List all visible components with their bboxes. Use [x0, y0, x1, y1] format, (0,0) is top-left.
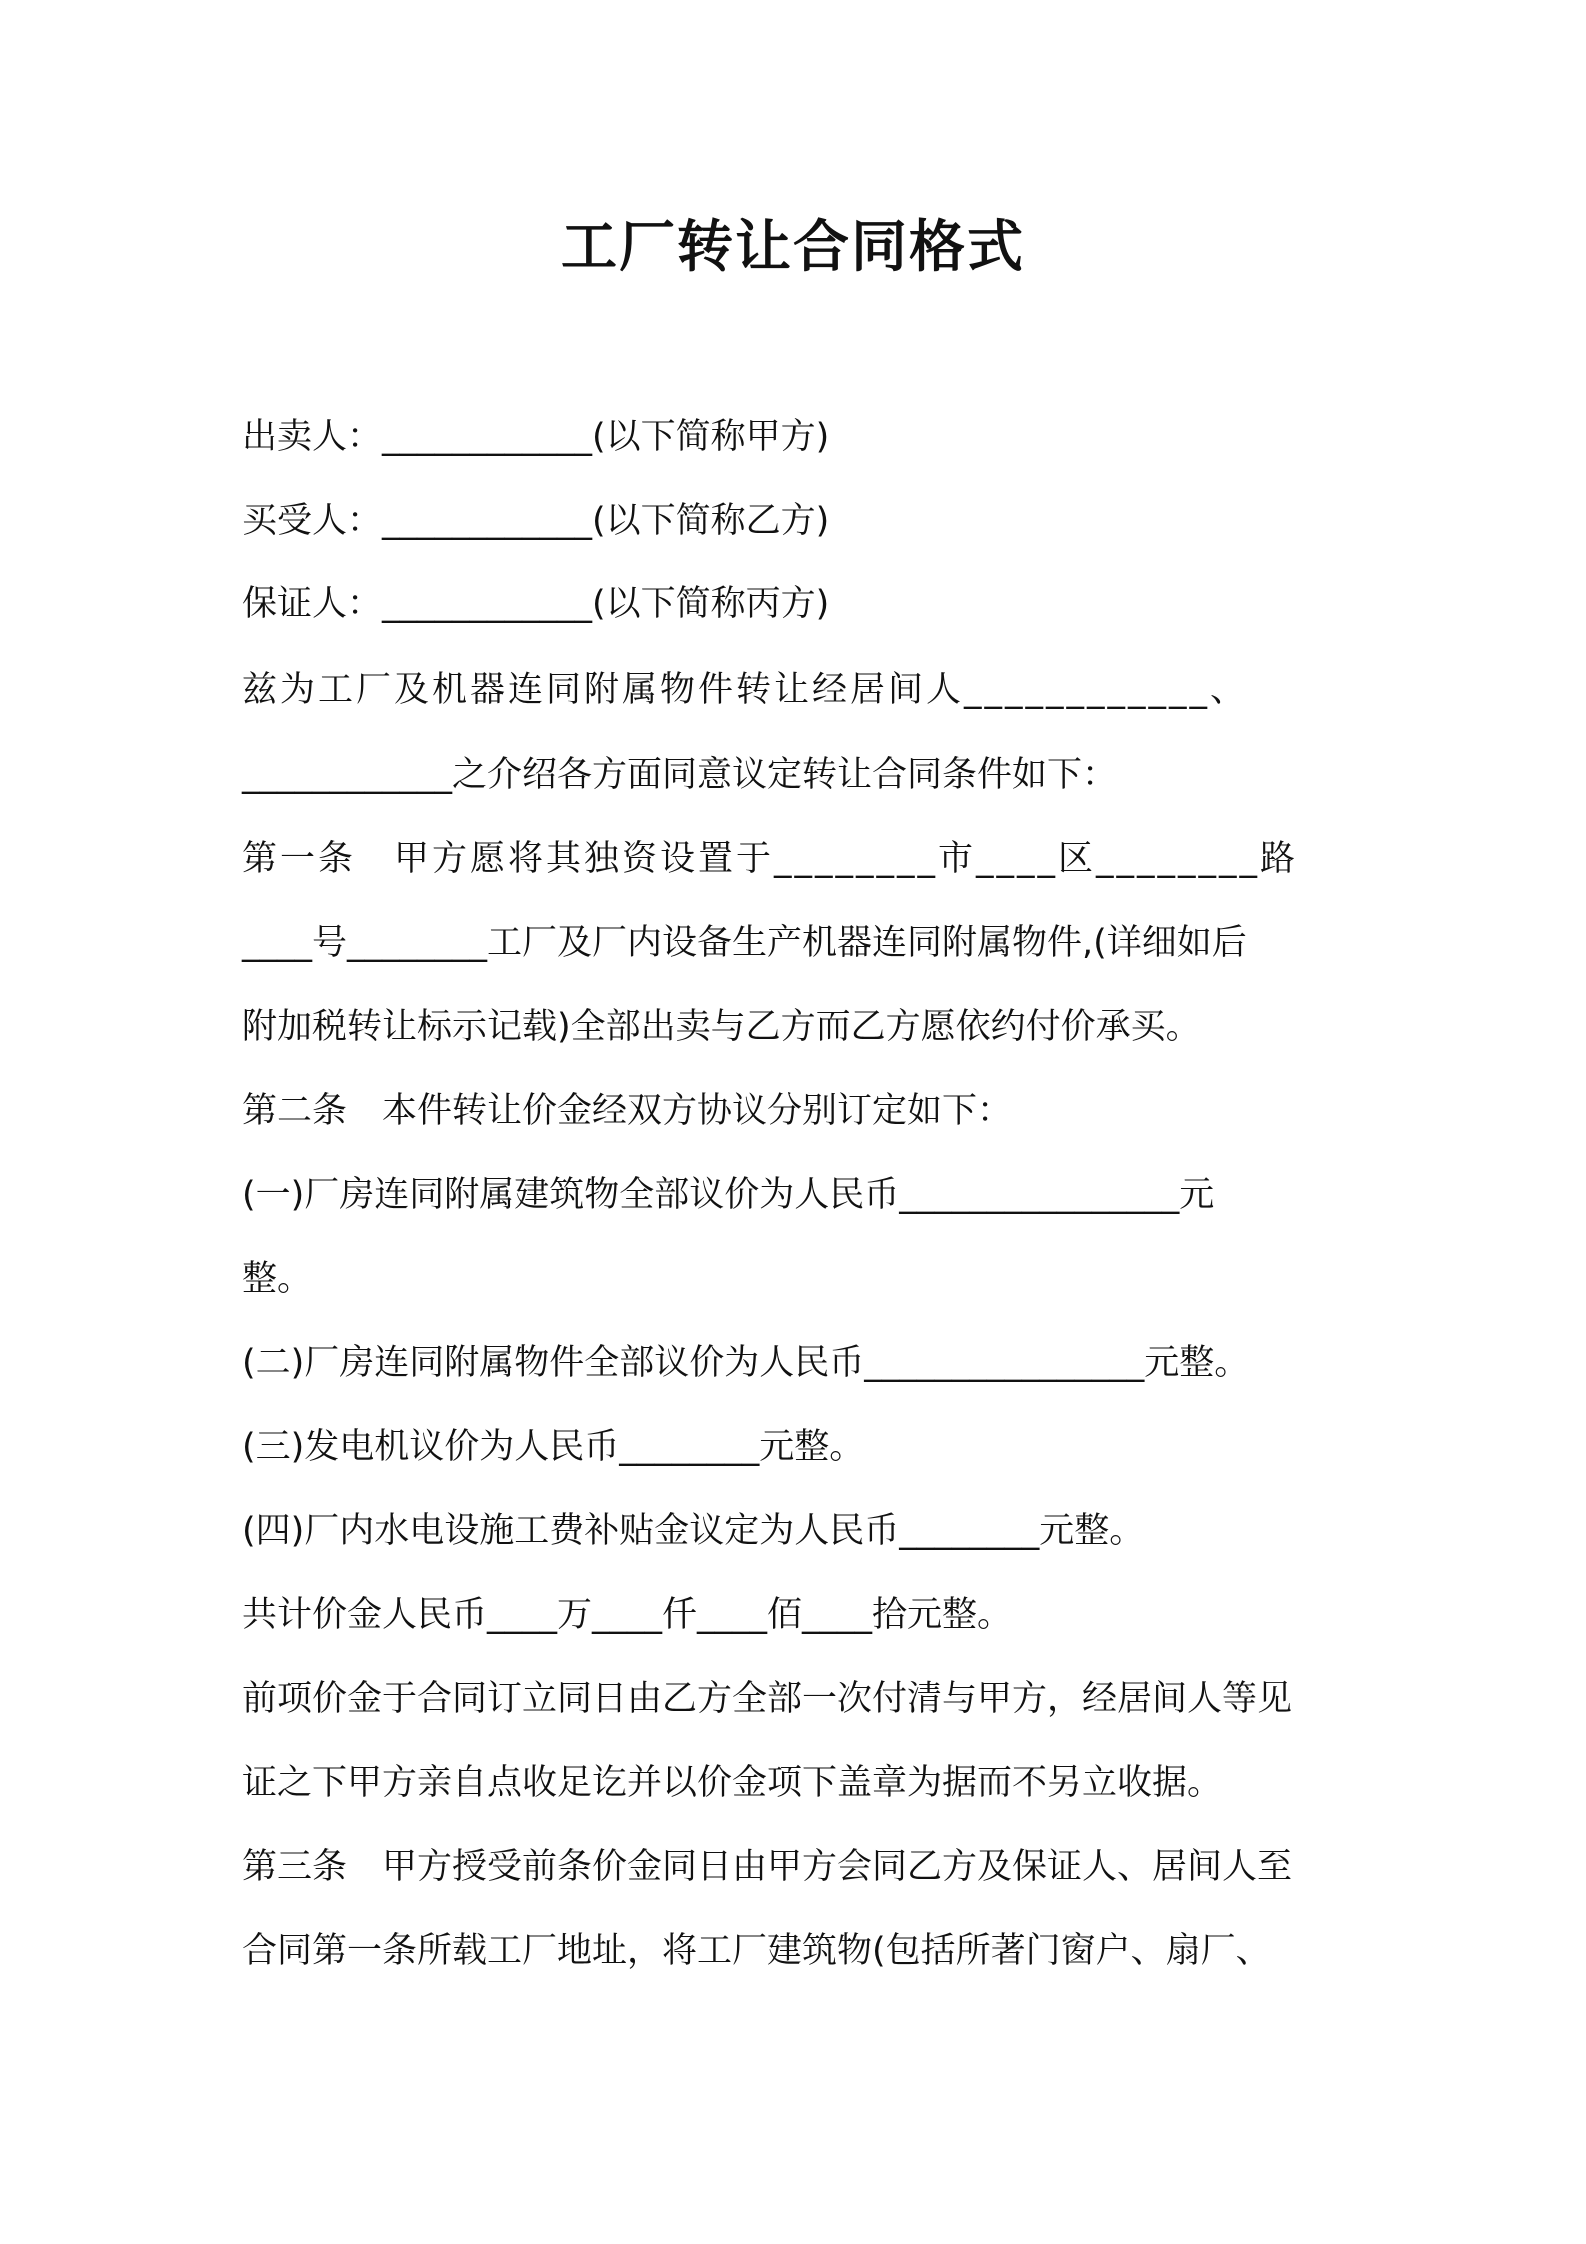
price-total: 共计价金人民币____万____仟____佰____拾元整。: [242, 1595, 1013, 1635]
article-2-heading: 第二条 本件转让价金经双方协议分别订定如下：: [242, 1091, 1013, 1131]
payment-line-1: 前项价金于合同订立同日由乙方全部一次付清与甲方，经居间人等见: [242, 1679, 1293, 1719]
price-item-1-line-1: (一)厂房连同附属建筑物全部议价为人民币________________元: [242, 1175, 1215, 1215]
article-3-line-2: 合同第一条所载工厂地址，将工厂建筑物(包括所著门窗户、扇厂、: [242, 1931, 1271, 1971]
price-item-1-line-2: 整。: [242, 1259, 313, 1299]
price-item-3: (三)发电机议价为人民币________元整。: [242, 1427, 865, 1467]
article-1-line-3: 附加税转让标示记载)全部出卖与乙方而乙方愿依约付价承买。: [242, 1007, 1201, 1047]
document-title: 工厂转让合同格式: [561, 215, 1025, 280]
seller-line: 出卖人：____________(以下简称甲方): [242, 417, 830, 457]
payment-line-2: 证之下甲方亲自点收足讫并以价金项下盖章为据而不另立收据。: [242, 1763, 1223, 1803]
price-item-2: (二)厂房连同附属物件全部议价为人民币________________元整。: [242, 1343, 1250, 1383]
article-1-line-1: 第一条 甲方愿将其独资设置于________市____区________路: [242, 839, 1299, 879]
guarantor-line: 保证人：____________(以下简称丙方): [242, 584, 830, 624]
buyer-line: 买受人：____________(以下简称乙方): [242, 501, 830, 541]
preamble-line-1: 兹为工厂及机器连同附属物件转让经居间人____________、: [242, 670, 1249, 710]
article-3-line-1: 第三条 甲方授受前条价金同日由甲方会同乙方及保证人、居间人至: [242, 1847, 1293, 1887]
preamble-line-2: ____________之介绍各方面同意议定转让合同条件如下：: [242, 755, 1118, 795]
article-1-line-2: ____号________工厂及厂内设备生产机器连同附属物件,(详细如后: [242, 923, 1247, 963]
price-item-4: (四)厂内水电设施工费补贴金议定为人民币________元整。: [242, 1511, 1145, 1551]
